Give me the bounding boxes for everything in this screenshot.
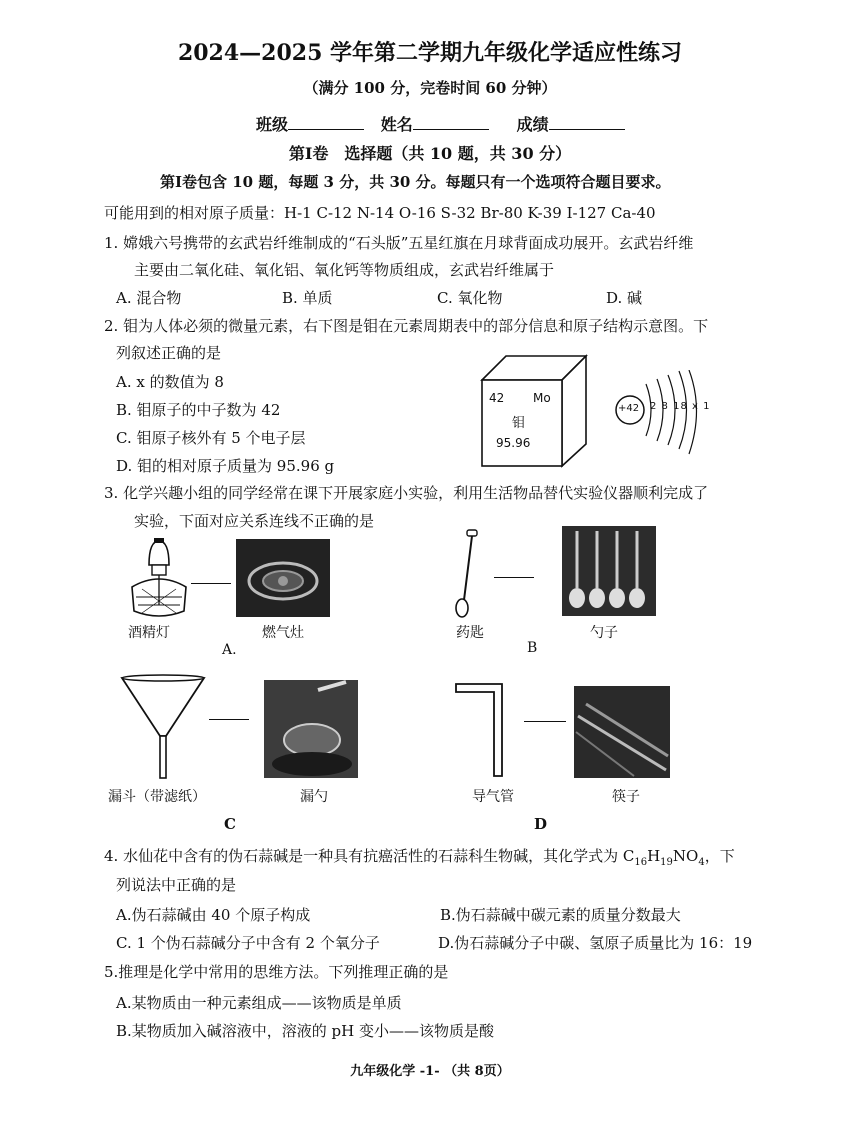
connector-line-c [209,719,249,720]
strainer-ladle-photo [264,680,358,778]
atom-electron-counts: 2 8 18 x 1 [650,401,711,412]
q3-d-left-label: 导气管 [472,789,514,805]
q3-a-left-label: 酒精灯 [128,625,170,641]
q5-line1: 5.推理是化学中常用的思维方法。下列推理正确的是 [104,963,449,981]
section-title: 第Ⅰ卷 选择题（共 10 题，共 30 分） [288,144,572,163]
element-mass: 95.96 [496,436,531,450]
q5-option-a: A.某物质由一种元素组成——该物质是单质 [116,994,402,1012]
q2-line1: 2. 钼为人体必须的微量元素，右下图是钼在元素周期表中的部分信息和原子结构示意图。下 [104,317,709,335]
q4-option-c: C. 1 个伪石蒜碱分子中含有 2 个氧分子 [116,934,380,952]
spatula-icon [448,528,488,618]
q4-line1-suffix: ，下 [704,847,735,865]
element-symbol: Mo [533,391,551,405]
q1-option-d: D. 碱 [606,289,643,307]
q2-option-b: B. 钼原子的中子数为 42 [116,401,281,419]
section-instruction: 第Ⅰ卷包含 10 题，每题 3 分，共 30 分。每题只有一个选项符合题目要求。 [160,173,671,191]
score-blank[interactable] [549,115,625,130]
q4-formula-o-sub: 4 [698,857,705,868]
q2-line2: 列叙述正确的是 [116,344,222,362]
q4-line2: 列说法中正确的是 [116,876,237,894]
q3-c-right-label: 漏勺 [300,789,328,805]
q3-line2: 实验，下面对应关系连线不正确的是 [134,512,375,530]
q2-option-a: A. x 的数值为 8 [116,373,224,391]
class-label: 班级 [256,115,289,134]
q3-d-right-label: 筷子 [612,789,640,805]
q4-formula-c-sub: 16 [634,857,648,868]
q2-option-d: D. 钼的相对原子质量为 95.96 g [116,457,335,475]
q4-formula-no: NO [672,847,699,865]
alcohol-lamp-icon [124,535,194,621]
periodic-element-cube [480,352,590,468]
exam-subtitle: （满分 100 分，完卷时间 60 分钟） [303,79,557,97]
connector-line-a [191,583,231,584]
q1-line2: 主要由二氧化硅、氧化铝、氧化钙等物质组成，玄武岩纤维属于 [134,261,555,279]
student-info-line [256,112,625,135]
gas-tube-icon [452,680,512,780]
connector-line-b [494,577,534,578]
q3-b-right-label: 勺子 [590,625,618,641]
name-blank[interactable] [413,115,489,130]
q4-formula-h-sub: 19 [660,857,673,868]
connector-line-d [524,721,566,722]
q4-option-a: A.伪石蒜碱由 40 个原子构成 [116,906,311,924]
q3-c-letter: C [224,815,236,833]
q3-b-letter: B [527,640,538,656]
spoons-photo [562,526,656,616]
q4-option-d: D.伪石蒜碱分子中碳、氢原子质量比为 16：19 [438,934,753,952]
q3-b-left-label: 药匙 [456,625,484,641]
q5-option-b: B.某物质加入碱溶液中，溶液的 pH 变小——该物质是酸 [116,1022,495,1040]
atom-nucleus-charge: +42 [618,403,640,414]
q4-line1 [104,845,735,868]
q2-option-c: C. 钼原子核外有 5 个电子层 [116,429,306,447]
chopsticks-photo [574,686,670,778]
page-footer: 九年级化学 -1- （共 8页） [350,1064,510,1079]
q1-line1: 1. 嫦娥六号携带的玄武岩纤维制成的“石头版”五星红旗在月球背面成功展开。玄武岩纤维 [104,234,694,252]
q4-formula-h: H [647,847,661,865]
q3-a-letter: A. [222,642,237,658]
class-blank[interactable] [288,115,364,130]
q4-line1-prefix: 4. 水仙花中含有的伪石蒜碱是一种具有抗癌活性的石蒜科生物碱，其化学式为 C [104,847,635,865]
q3-d-letter: D [534,815,548,833]
element-name: 钼 [512,416,526,431]
q1-option-c: C. 氧化物 [437,289,503,307]
q3-a-right-label: 燃气灶 [262,625,304,641]
funnel-icon [118,670,208,780]
gas-stove-photo [236,539,330,617]
q1-option-b: B. 单质 [282,289,333,307]
score-label: 成绩 [516,115,549,134]
q3-c-left-label: 漏斗（带滤纸） [108,789,206,805]
atomic-mass-line: 可能用到的相对原子质量：H-1 C-12 N-14 O-16 S-32 Br-80 K-39 I-127 Ca-40 [104,204,656,222]
element-atomic-number: 42 [489,391,505,405]
exam-title: 2024—2025 学年第二学期九年级化学适应性练习 [177,40,683,66]
q1-option-a: A. 混合物 [116,289,182,307]
q4-option-b: B.伪石蒜碱中碳元素的质量分数最大 [440,906,681,924]
q3-line1: 3. 化学兴趣小组的同学经常在课下开展家庭小实验，利用生活物品替代实验仪器顺利完成了 [104,484,709,502]
name-label: 姓名 [380,115,413,134]
